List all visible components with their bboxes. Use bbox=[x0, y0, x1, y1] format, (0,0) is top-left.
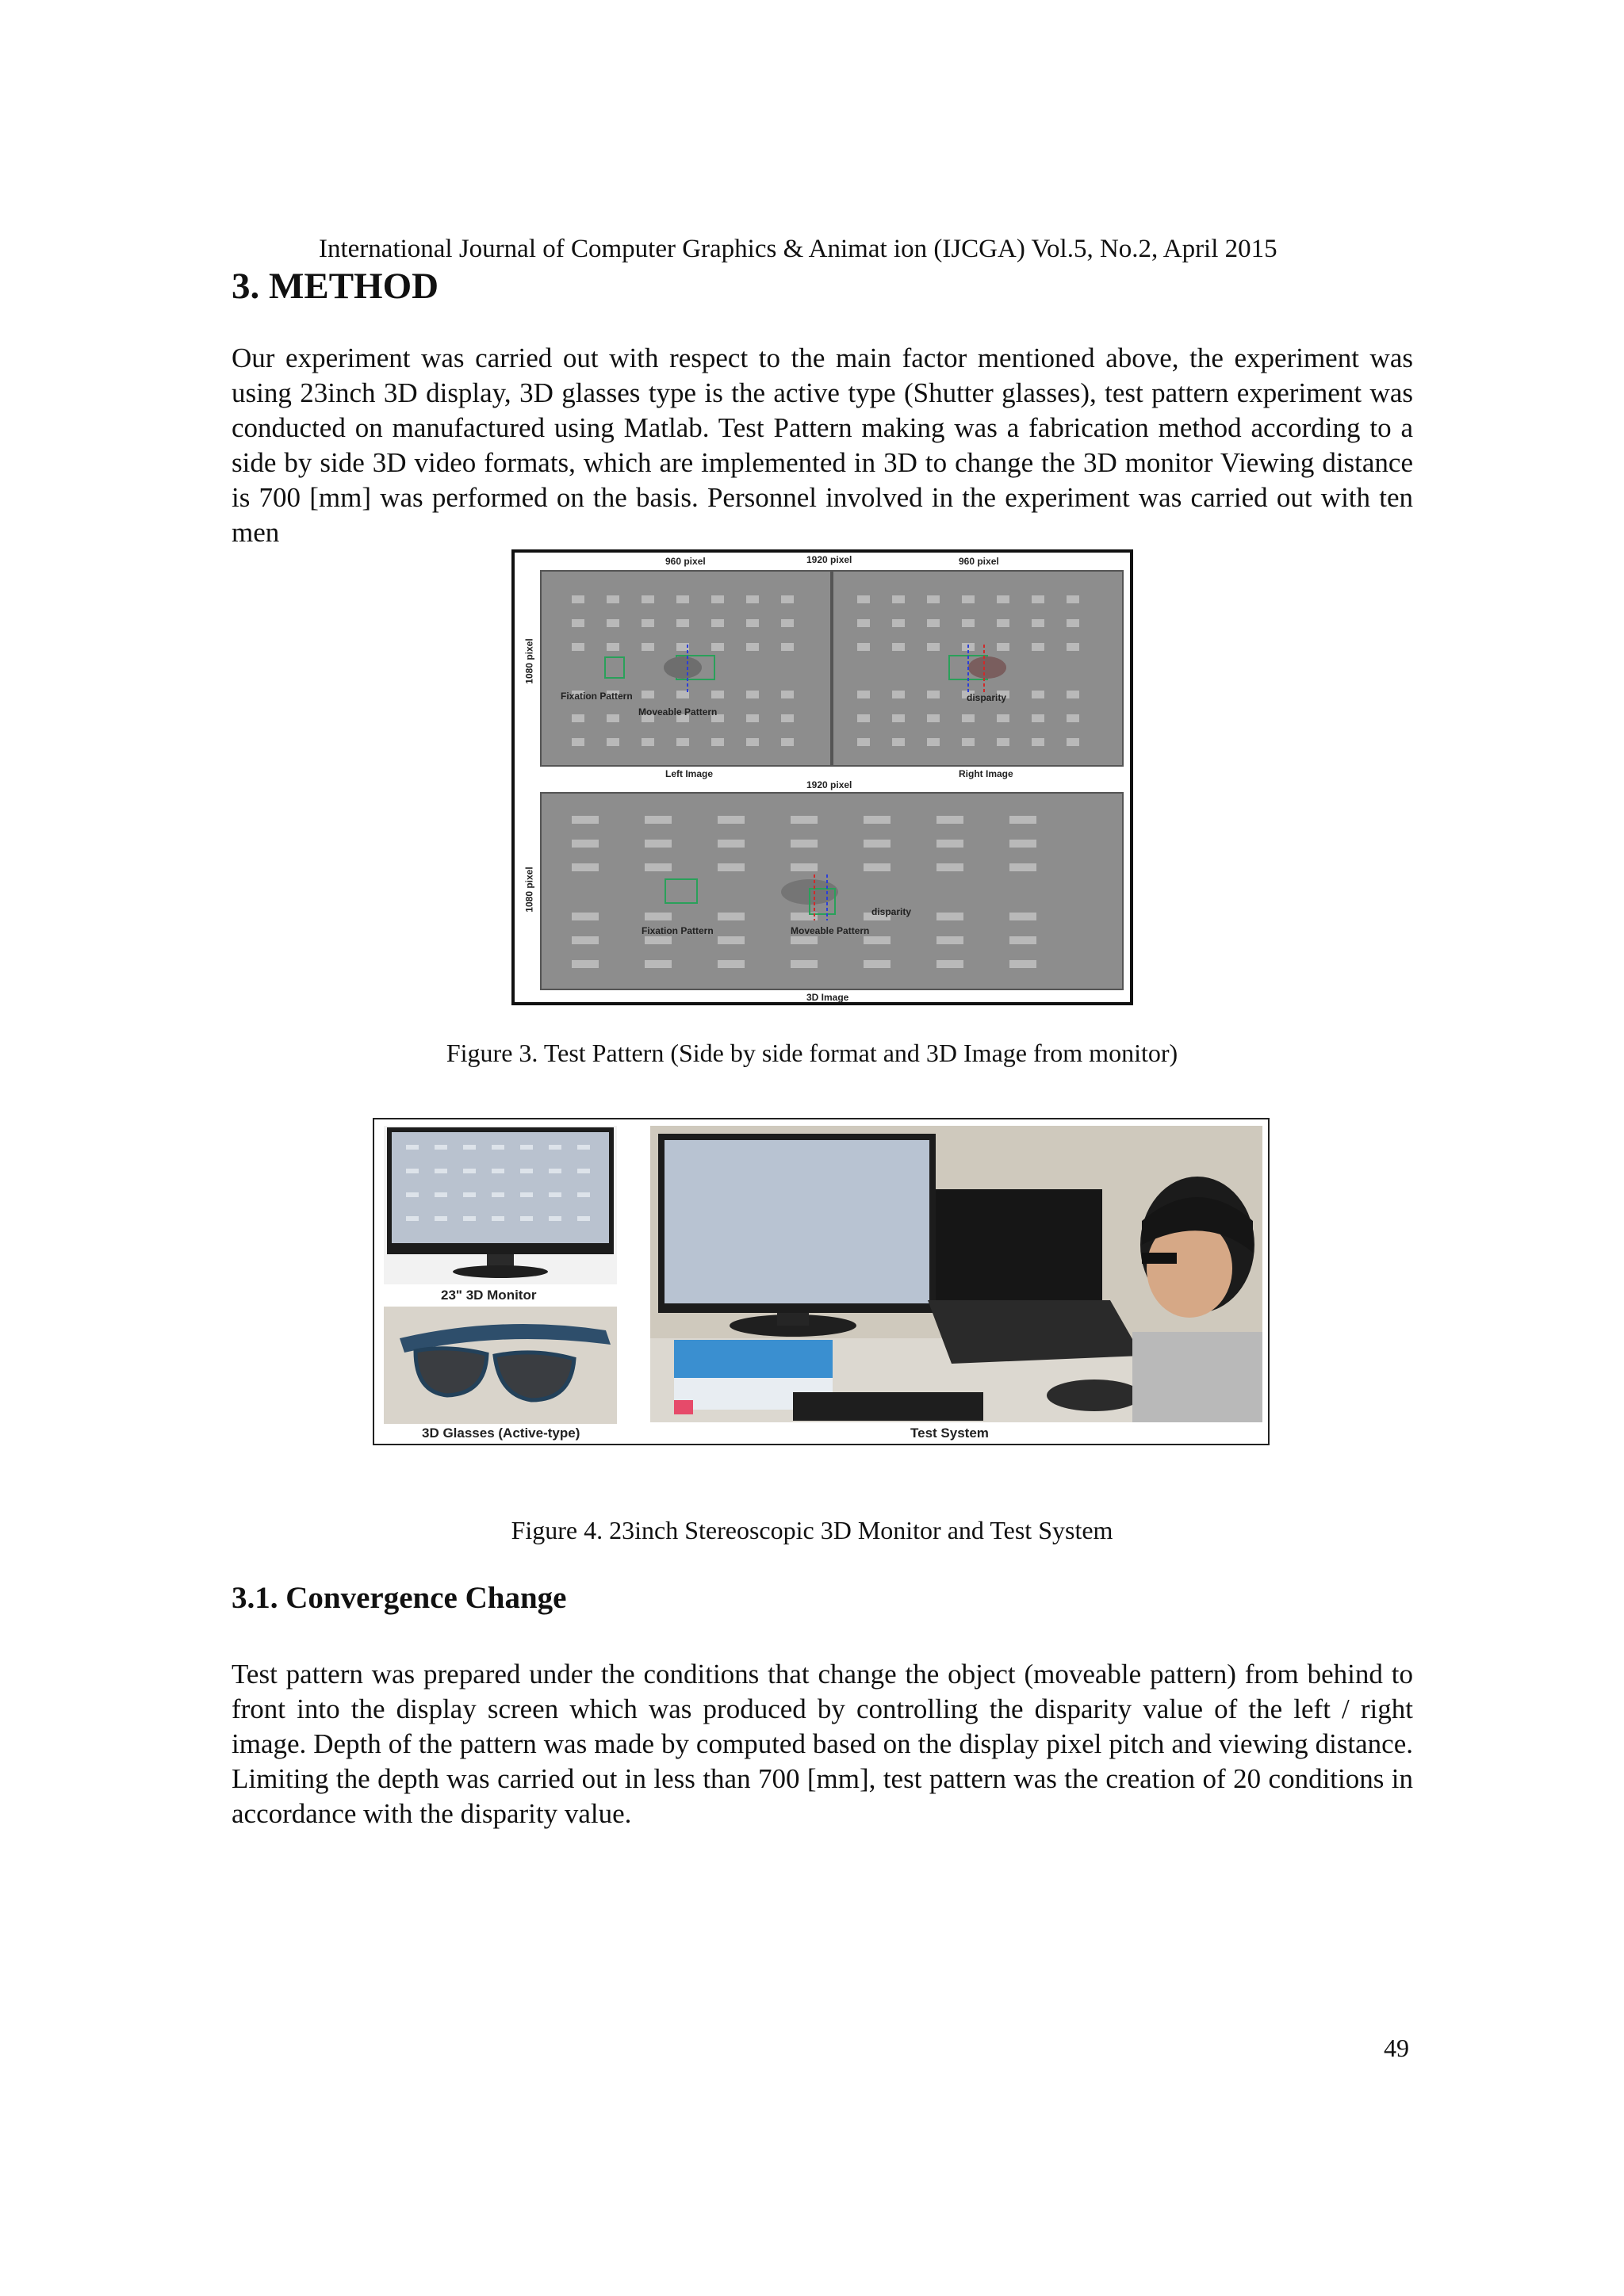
glasses-photo bbox=[384, 1307, 617, 1424]
label-glasses: 3D Glasses (Active-type) bbox=[422, 1425, 580, 1441]
label-moveable-bottom: Moveable Pattern bbox=[791, 925, 870, 936]
left-grid-pattern bbox=[542, 572, 830, 765]
label-right-width: 960 pixel bbox=[959, 556, 999, 567]
3d-grid-pattern bbox=[542, 794, 1122, 989]
label-fixation-top: Fixation Pattern bbox=[561, 691, 633, 702]
label-disparity-bottom: disparity bbox=[871, 906, 912, 917]
section-heading: 3. METHOD bbox=[232, 266, 439, 307]
figure-3-test-pattern bbox=[511, 549, 1133, 1005]
right-grid-pattern bbox=[833, 572, 1122, 765]
convergence-paragraph: Test pattern was prepared under the conditions that change the object (moveable pattern) from behind to front into the display screen which was produced by controlling the disparity value of the left / right image. Depth of the pattern was made by computed based on the display pixel pitch and viewing distance. Limiting the depth was carried out in less than 700 [mm], test pattern was the creation of 20 conditions in accordance with the disparity value. bbox=[232, 1659, 1413, 1829]
test-system-illustration bbox=[650, 1126, 1262, 1422]
figure-4-test-system bbox=[373, 1118, 1270, 1445]
label-3d-image: 3D Image bbox=[806, 992, 849, 1003]
page-number: 49 bbox=[1384, 2034, 1409, 2062]
label-left-width: 960 pixel bbox=[665, 556, 706, 567]
figure-4-caption: Figure 4. 23inch Stereoscopic 3D Monitor and Test System bbox=[511, 1516, 1113, 1544]
label-right-image: Right Image bbox=[959, 768, 1013, 779]
right-image-panel bbox=[832, 570, 1124, 767]
left-image-panel bbox=[540, 570, 832, 767]
label-test-system: Test System bbox=[910, 1425, 989, 1441]
glasses-illustration bbox=[384, 1307, 617, 1424]
label-total-width: 1920 pixel bbox=[806, 554, 852, 565]
label-total-width-bottom: 1920 pixel bbox=[806, 779, 852, 790]
3d-image-panel bbox=[540, 792, 1124, 990]
label-left-image: Left Image bbox=[665, 768, 714, 779]
subsection-heading: 3.1. Convergence Change bbox=[232, 1581, 567, 1615]
running-header: International Journal of Computer Graphics & Animat ion (IJCGA) Vol.5, No.2, April 2015 bbox=[319, 235, 1277, 263]
label-fixation-bottom: Fixation Pattern bbox=[642, 925, 714, 936]
figure-3-caption: Figure 3. Test Pattern (Side by side format and 3D Image from monitor) bbox=[446, 1039, 1178, 1067]
label-height-bottom: 1080 pixel bbox=[523, 867, 535, 913]
method-paragraph: Our experiment was carried out with respect to the main factor mentioned above, the experiment was using 23inch 3D display, 3D glasses type is the active type (Shutter glasses), test pattern experiment was conducted on manufactured using Matlab. Test Pattern making was a fabrication method according to a side by side 3D video formats, which are implemented in 3D to change the 3D monitor Viewing distance is 700 [mm] was performed on the basis. Personnel involved in the experiment was carried out with ten men bbox=[232, 342, 1413, 548]
label-moveable-top: Moveable Pattern bbox=[638, 706, 718, 718]
monitor-illustration bbox=[384, 1126, 617, 1284]
monitor-photo bbox=[384, 1126, 617, 1284]
label-disparity-top: disparity bbox=[967, 692, 1007, 703]
label-monitor: 23" 3D Monitor bbox=[441, 1288, 537, 1303]
test-system-photo bbox=[650, 1126, 1262, 1422]
label-height-top: 1080 pixel bbox=[523, 638, 535, 684]
